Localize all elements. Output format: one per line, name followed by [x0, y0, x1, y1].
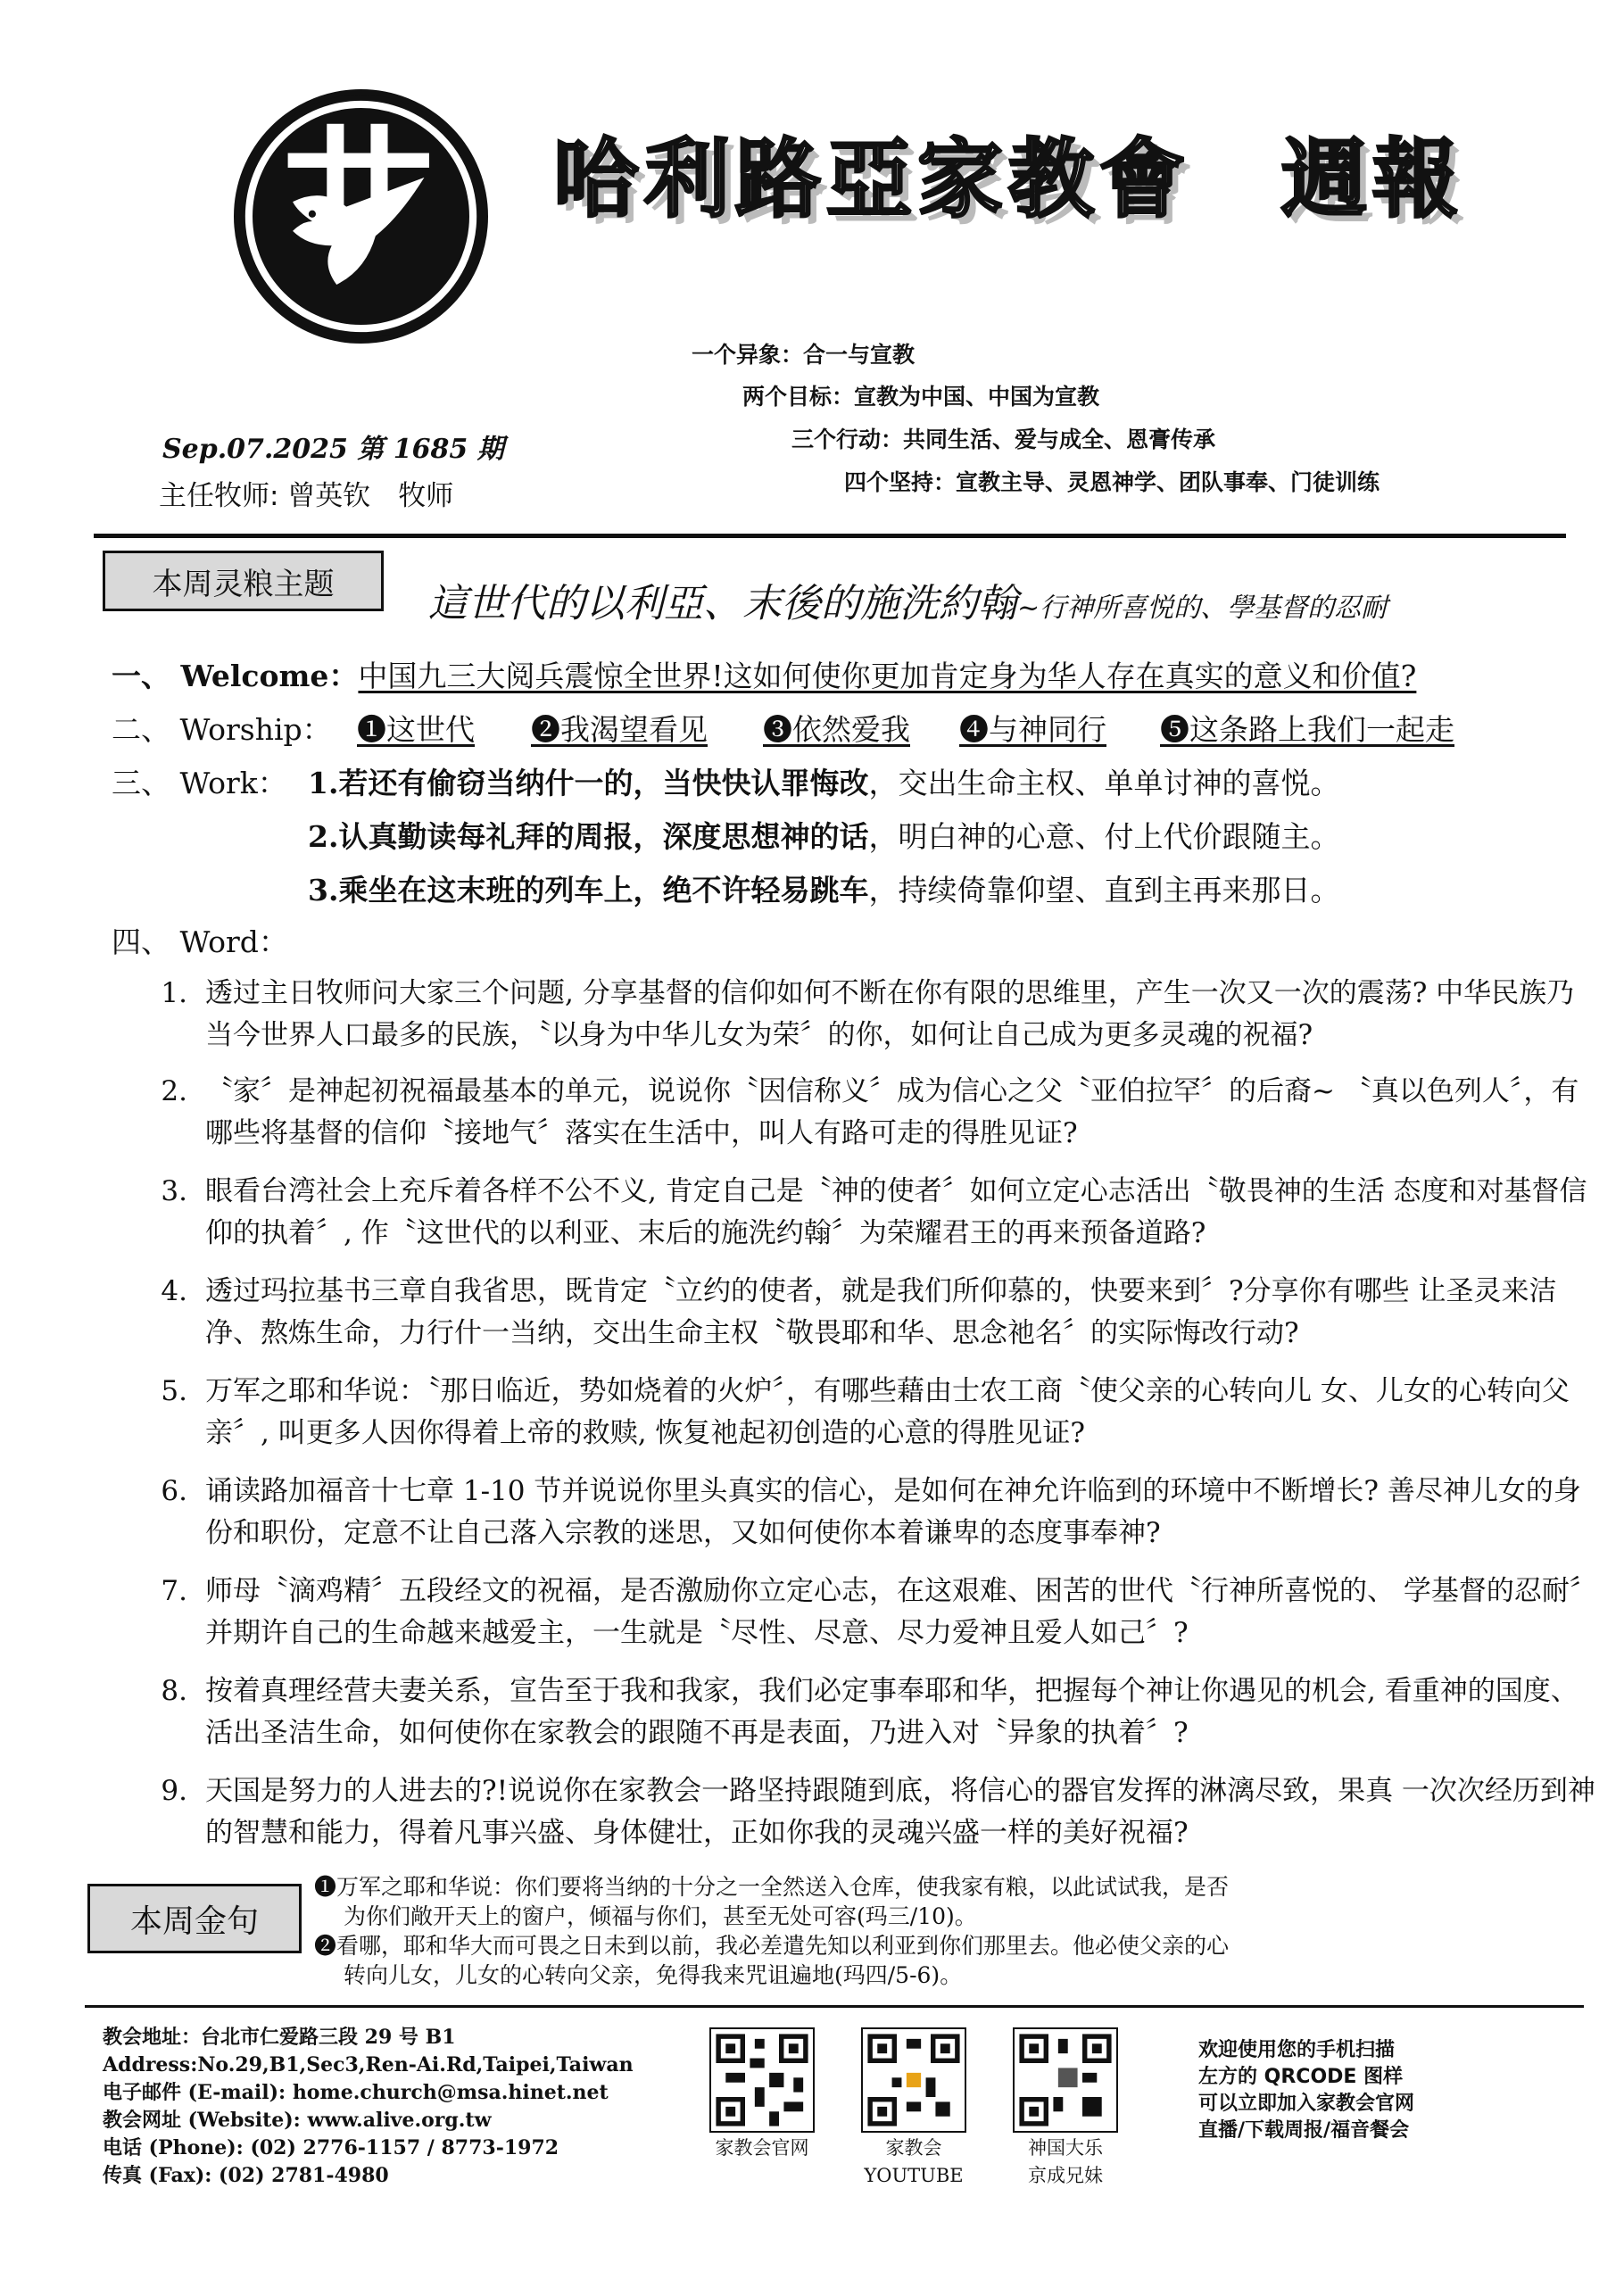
verse-line-2: 为你们敞开天上的窗户，倾福与你们，甚至无处可容(玛三/10)。	[344, 1903, 977, 1929]
vision-line-4: 四个坚持：宣教主导、灵恩神学、团队事奉、门徒训练	[844, 469, 1380, 495]
worship-song-1: ❶这世代	[357, 712, 475, 747]
qr-note-line: 左方的 QRCODE 图样	[1198, 2066, 1404, 2088]
verse-line-3: ❷看哪，耶和华大而可畏之日未到以前，我必差遣先知以利亚到你们那里去。他必使父亲的心	[314, 1933, 1230, 1959]
qr-label-youtube-line1: 家教会	[885, 2137, 942, 2159]
question-text: 师母〝滴鸡精〞五段经文的祝福，是否激励你立定心志，在这艰难、困苦的世代〝行神所喜悦的、 学基督的忍耐〞并期许自己的生命越来越爱主，一生就是〝尽性、尽意、尽力爱神且爱人如己〞?	[205, 1575, 1597, 1649]
question-text: 透过玛拉基书三章自我省思，既肯定〝立约的使者，就是我们所仰慕的，快要来到〞?分享你有哪些 让圣灵来洁净、熬炼生命，力行什一当纳，交出生命主权〝敬畏耶和华、思念祂名〞的实际悔改行动?	[205, 1275, 1557, 1349]
qr-label-youtube	[851, 2134, 976, 2190]
question-text: 眼看台湾社会上充斥着各样不公不义, 肯定自己是〝神的使者〞如何立定心志活出〝敬畏神的生活 态度和对基督信仰的执着〞, 作〝这世代的以利亚、末后的施洗约翰〞为荣耀君王的再来预备道路?	[205, 1175, 1587, 1249]
issue-date: Sep.07.2025 第 1685 期	[162, 434, 504, 465]
qr-code-icon	[1015, 2029, 1116, 2131]
work-item-1	[308, 760, 1339, 802]
question-text: 诵读路加福音十七章 1-10 节并说说你里头真实的信心，是如何在神允许临到的环境中不断增长? 善尽神儿女的身份和职份，定意不让自己落入宗教的迷思，又如何使你本着谦卑的态度事奉神?	[205, 1475, 1581, 1549]
pastor-name: 主任牧师: 曾英钦 牧师	[159, 480, 454, 512]
question-number: 6.	[161, 1475, 187, 1507]
question-number: 7.	[161, 1575, 187, 1607]
work-item-2	[308, 814, 1339, 856]
dove-cross-icon	[239, 95, 483, 338]
work-item-1-bold: 1.若还有偷窃当纳什一的，当快快认罪悔改	[308, 766, 869, 800]
qr-label-music	[1003, 2134, 1128, 2190]
qr-note-line: 欢迎使用您的手机扫描	[1198, 2039, 1396, 2061]
qr-note-line: 直播/下载周报/福音餐会	[1198, 2119, 1410, 2142]
question-number: 4.	[161, 1275, 187, 1307]
qr-label-youtube-line2: YOUTUBE	[864, 2165, 964, 2186]
website-link[interactable]: 教会网址 (Website): www.alive.org.tw	[103, 2109, 492, 2132]
question-text: 万军之耶和华说：〝那日临近，势如烧着的火炉〞，有哪些藉由士农工商〝使父亲的心转向儿 女、儿女的心转向父亲〞, 叫更多人因你得着上帝的救赎, 恢复祂起初创造的心意的得胜见证?	[205, 1375, 1570, 1449]
work-heading: 三、 Work：	[112, 766, 287, 800]
work-item-2-bold: 2.认真勤读每礼拜的周报，深度思想神的话	[308, 819, 869, 854]
question-text: 天国是努力的人进去的?!说说你在家教会一路坚持跟随到底，将信心的器官发挥的淋漓尽致，果真 一次次经历到神的智慧和能力，得着凡事兴盛、身体健壮，正如你我的灵魂兴盛一样的美好祝福?	[205, 1775, 1595, 1849]
footer-divider	[85, 2005, 1584, 2008]
question-text: 〝家〞是神起初祝福最基本的单元，说说你〝因信称义〞成为信心之父〝亚伯拉罕〞的后裔~ 〝真以色列人〞，有哪些将基督的信仰〝接地气〞落实在生活中，叫人有路可走的得胜见证?	[205, 1075, 1579, 1149]
worship-song-2: ❷我渴望看见	[531, 712, 708, 747]
worship-song-5: ❺这条路上我们一起走	[1160, 712, 1454, 747]
qr-code-icon	[863, 2029, 965, 2131]
qr-code-icon	[711, 2029, 813, 2131]
question-number: 9.	[161, 1775, 187, 1807]
verse-line-1: ❶万军之耶和华说：你们要将当纳的十分之一全然送入仓库，使我家有粮，以此试试我，是否	[314, 1874, 1230, 1900]
worship-song-3: ❸依然爱我	[763, 712, 910, 747]
vision-line-3: 三个行动：共同生活、爱与成全、恩膏传承	[791, 427, 1216, 452]
qr-instructions	[1198, 2037, 1414, 2144]
qr-code-youtube[interactable]	[861, 2027, 966, 2133]
question-text: 按着真理经营夫妻关系，宣告至于我和我家，我们必定事奉耶和华，把握每个神让你遇见的机会, 看重神的国度、活出圣洁生命，如何使你在家教会的跟随不再是表面，乃进入对〝异象的执着〞?	[205, 1675, 1578, 1749]
work-item-1-rest: ，交出生命主权、单单讨神的喜悦。	[868, 766, 1340, 800]
word-heading: 四、 Word：	[112, 924, 288, 959]
divider	[94, 534, 1566, 538]
work-item-3-bold: 3.乘坐在这末班的列车上，绝不许轻易跳车	[308, 873, 869, 908]
vision-line-2: 两个目标：宣教为中国、中国为宣教	[742, 384, 1100, 410]
question-number: 5.	[161, 1375, 187, 1407]
qr-label-music-line2: 京成兄妹	[1028, 2165, 1103, 2186]
question-number: 2.	[161, 1075, 187, 1107]
question-number: 1.	[161, 977, 187, 1009]
question-number: 3.	[161, 1175, 187, 1207]
email-link[interactable]: 电子邮件 (E-mail): home.church@msa.hinet.net	[103, 2081, 609, 2104]
verse-line-4: 转向儿女，儿女的心转向父亲，免得我来咒诅遍地(玛四/5-6)。	[344, 1962, 963, 1988]
qr-code-music[interactable]	[1013, 2027, 1118, 2133]
phone: 电话 (Phone): (02) 2776-1157 / 8773-1972	[103, 2136, 559, 2159]
theme-main: 這世代的以利亞、末後的施洗約翰	[428, 581, 1017, 626]
question-text: 透过主日牧师问大家三个问题, 分享基督的信仰如何不断在你有限的思维里，产生一次又一次的震荡? 中华民族乃当今世界人口最多的民族，〝以身为中华儿女为荣〞的你，如何让自己成为更多灵魂的祝福?	[205, 977, 1575, 1051]
page-title: 哈利路亞家教會 週報	[553, 129, 1463, 229]
theme-subtitle: ~行神所喜悦的、學基督的忍耐	[1017, 593, 1388, 624]
theme-title	[428, 571, 1388, 628]
work-item-3	[308, 867, 1339, 909]
golden-verse-label: 本周金句	[87, 1884, 302, 1953]
fax: 传真 (Fax): (02) 2781-4980	[103, 2164, 389, 2187]
address-cn: 教会地址：台北市仁爱路三段 29 号 B1	[103, 2026, 456, 2049]
address-en: Address:No.29,B1,Sec3,Ren-Ai.Rd,Taipei,Taiwan	[103, 2053, 634, 2076]
welcome-heading: 一、 Welcome：	[112, 659, 359, 693]
qr-note-line: 可以立即加入家教会官网	[1198, 2093, 1415, 2115]
church-logo	[234, 89, 488, 344]
question-number: 8.	[161, 1675, 187, 1707]
vision-line-1: 一个异象：合一与宣教	[692, 342, 916, 368]
welcome-line	[112, 653, 1416, 695]
work-item-2-rest: ，明白神的心意、付上代价跟随主。	[868, 819, 1340, 854]
worship-song-4: ❹与神同行	[959, 712, 1106, 747]
qr-label-music-line1: 神国大乐	[1028, 2137, 1103, 2159]
welcome-text: 中国九三大阅兵震惊全世界!这如何使你更加肯定身为华人存在真实的意义和价值?	[358, 659, 1417, 693]
theme-label: 本周灵粮主题	[103, 551, 384, 611]
work-item-3-rest: ，持续倚靠仰望、直到主再来那日。	[868, 873, 1340, 908]
worship-heading: 二、 Worship：	[112, 712, 332, 747]
qr-code-website[interactable]	[709, 2027, 815, 2133]
qr-label-website: 家教会官网	[715, 2137, 809, 2159]
